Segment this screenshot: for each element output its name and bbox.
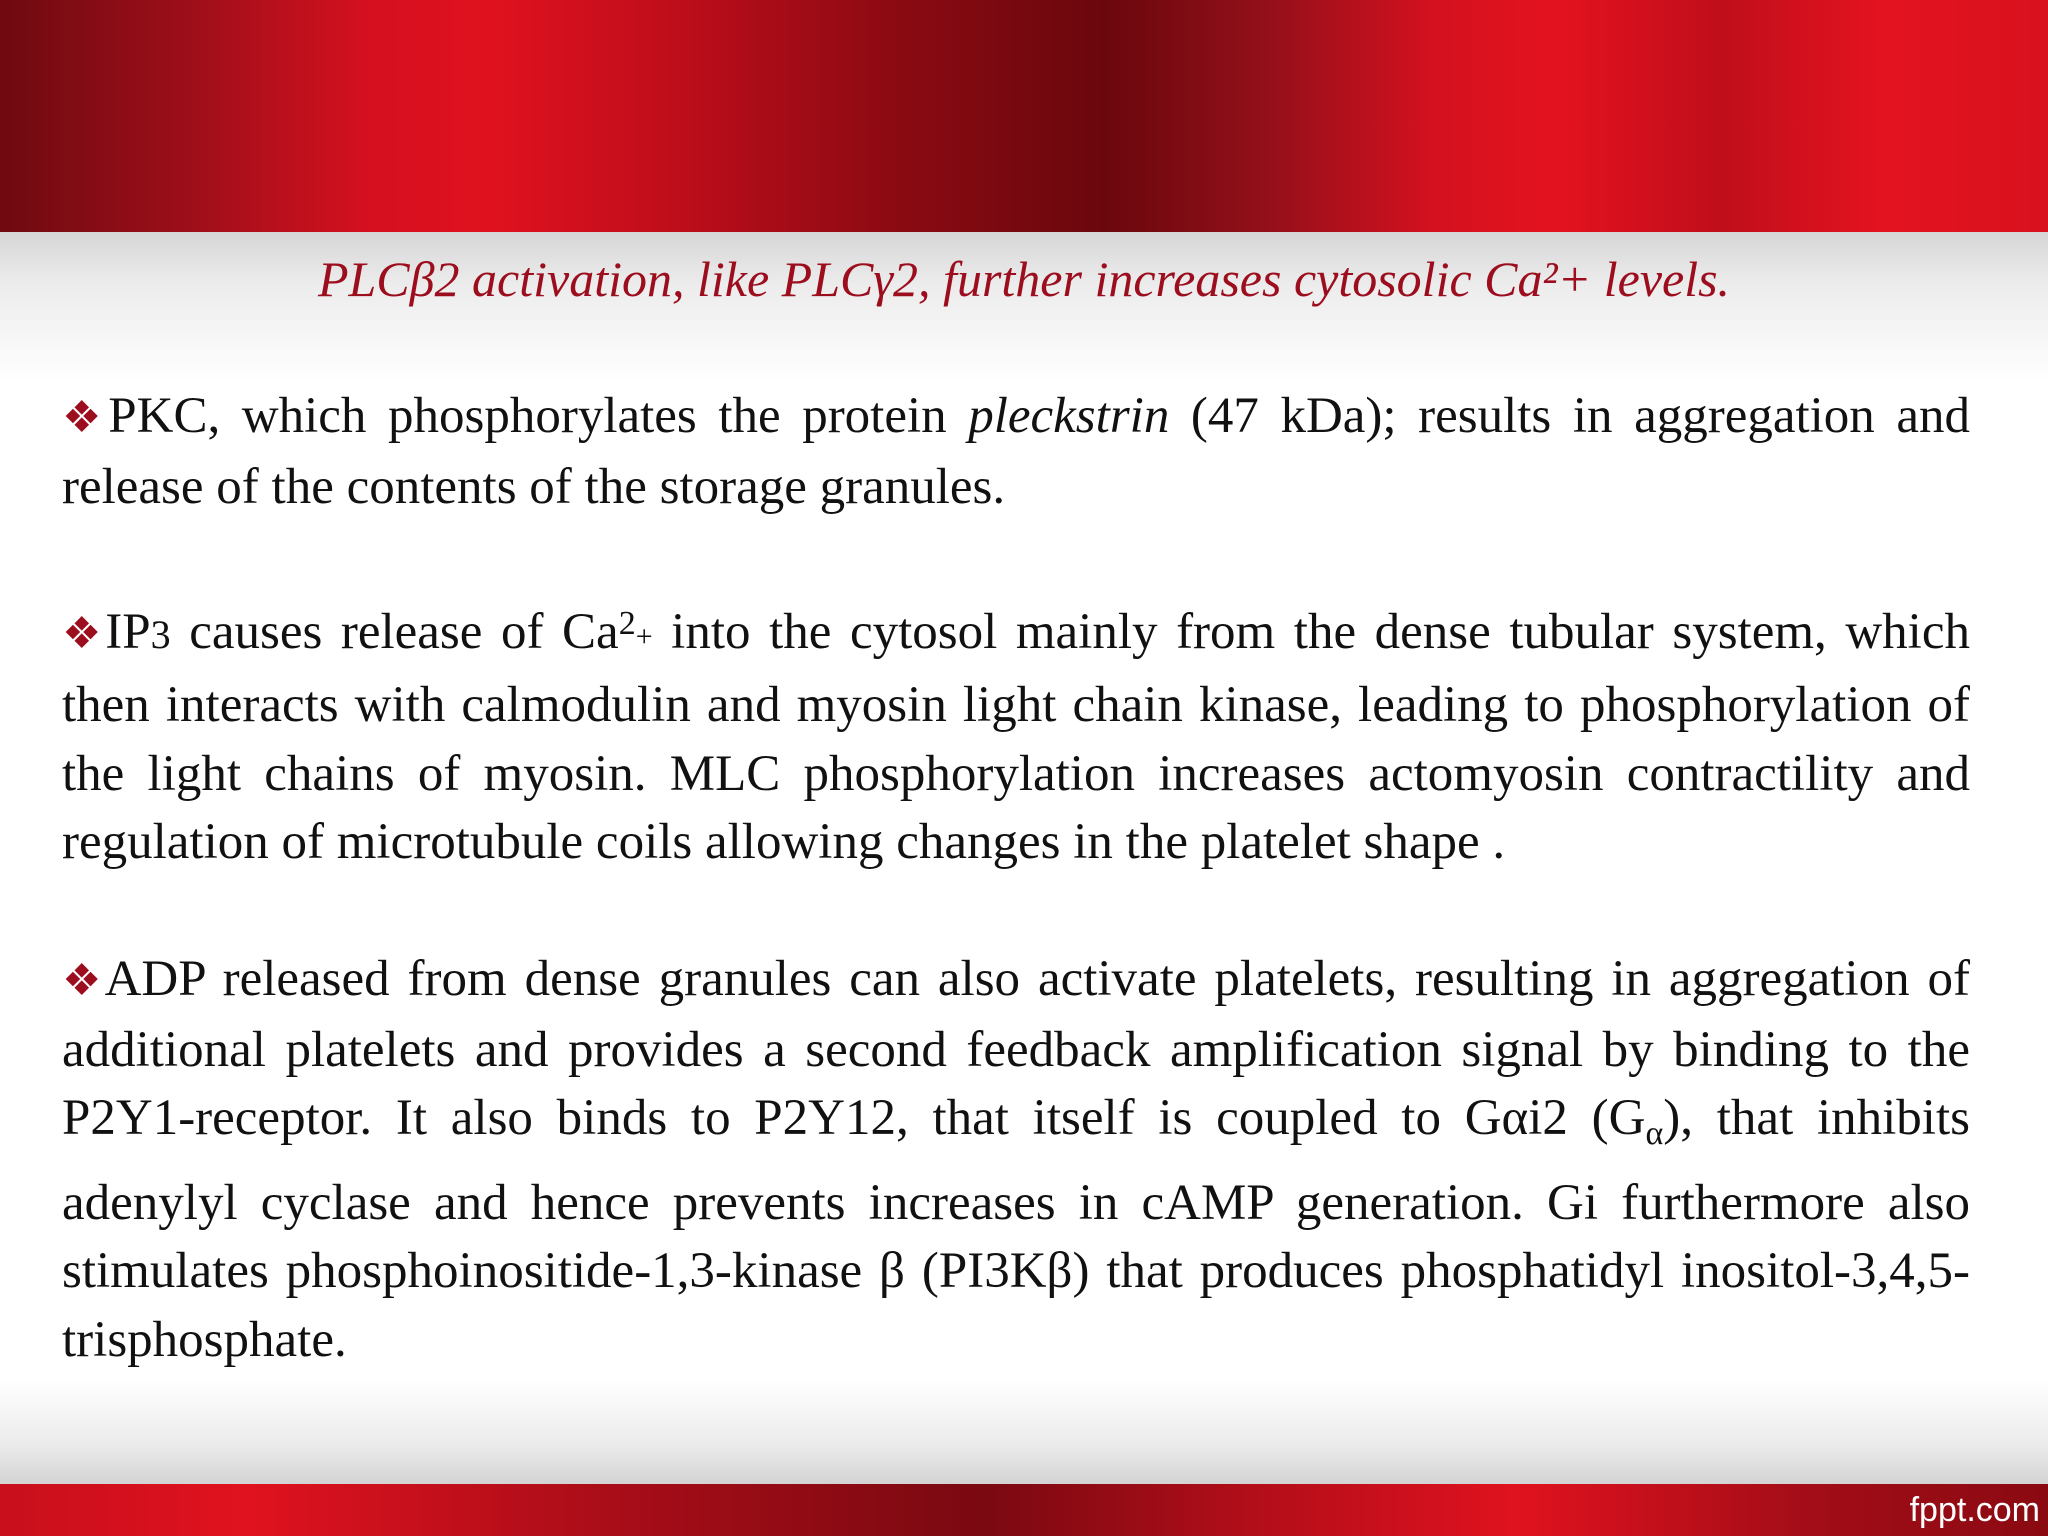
subscript-3: 3 bbox=[150, 611, 171, 657]
bullet-text: ADP released from dense granules can also activate platelets, resulting in aggregation of additional platelets and provides a second feedback amplification signal by binding to the P2Y1-receptor. It also binds to P2Y12, that itself is coupled to Gαi2 (G bbox=[62, 951, 1970, 1146]
superscript-2: 2 bbox=[618, 604, 636, 642]
top-banner bbox=[0, 0, 2048, 232]
bullet-text: PKC, which phosphorylates the protein bbox=[108, 388, 969, 444]
bottom-banner bbox=[0, 1484, 2048, 1536]
bullet-adp bbox=[62, 945, 1970, 1374]
superscript-plus: + bbox=[635, 619, 653, 653]
bullet-text: IP bbox=[105, 603, 151, 660]
diamond-bullet-icon: ❖ bbox=[62, 393, 109, 442]
bullet-text: into the cytosol mainly from the dense tubular system, which then interacts with calmodulin and myosin light chain kinase, leading to phosphorylation of the light chains of myosin. MLC phosphorylation increases actomyosin contractility and regulation of microtubule coils allowing changes in the platelet shape . bbox=[62, 603, 1970, 870]
brand-watermark: fppt.com bbox=[1909, 1491, 2040, 1529]
footer-gradient bbox=[0, 1380, 2048, 1484]
slide-title: PLCβ2 activation, like PLCγ2, further increases cytosolic Ca²+ levels. bbox=[317, 251, 1731, 307]
bullet-text: causes release of Ca bbox=[170, 603, 619, 660]
bullet-ip3 bbox=[62, 590, 1970, 877]
diamond-bullet-icon: ❖ bbox=[62, 956, 105, 1005]
subscript-alpha: α bbox=[1645, 1115, 1664, 1152]
bullet-text: (47 kDa); results in aggregation and release of the contents of the storage granules. bbox=[62, 388, 1970, 515]
bullet-pkc bbox=[62, 382, 1970, 521]
paragraph-spacer bbox=[62, 521, 1970, 590]
diamond-bullet-icon: ❖ bbox=[62, 608, 106, 658]
paragraph-spacer bbox=[62, 877, 1970, 946]
bullet-italic-term: pleckstrin bbox=[968, 388, 1170, 444]
bullet-text: ), that inhibits adenylyl cyclase and hence prevents increases in cAMP generation. Gi furthermore also stimulates phosphoinositide-1,3-kinase β (PI3Kβ) that produces phosphatidyl inositol-3,4,5-trisphosphate. bbox=[62, 1090, 1970, 1368]
slide-body bbox=[62, 382, 1970, 1374]
